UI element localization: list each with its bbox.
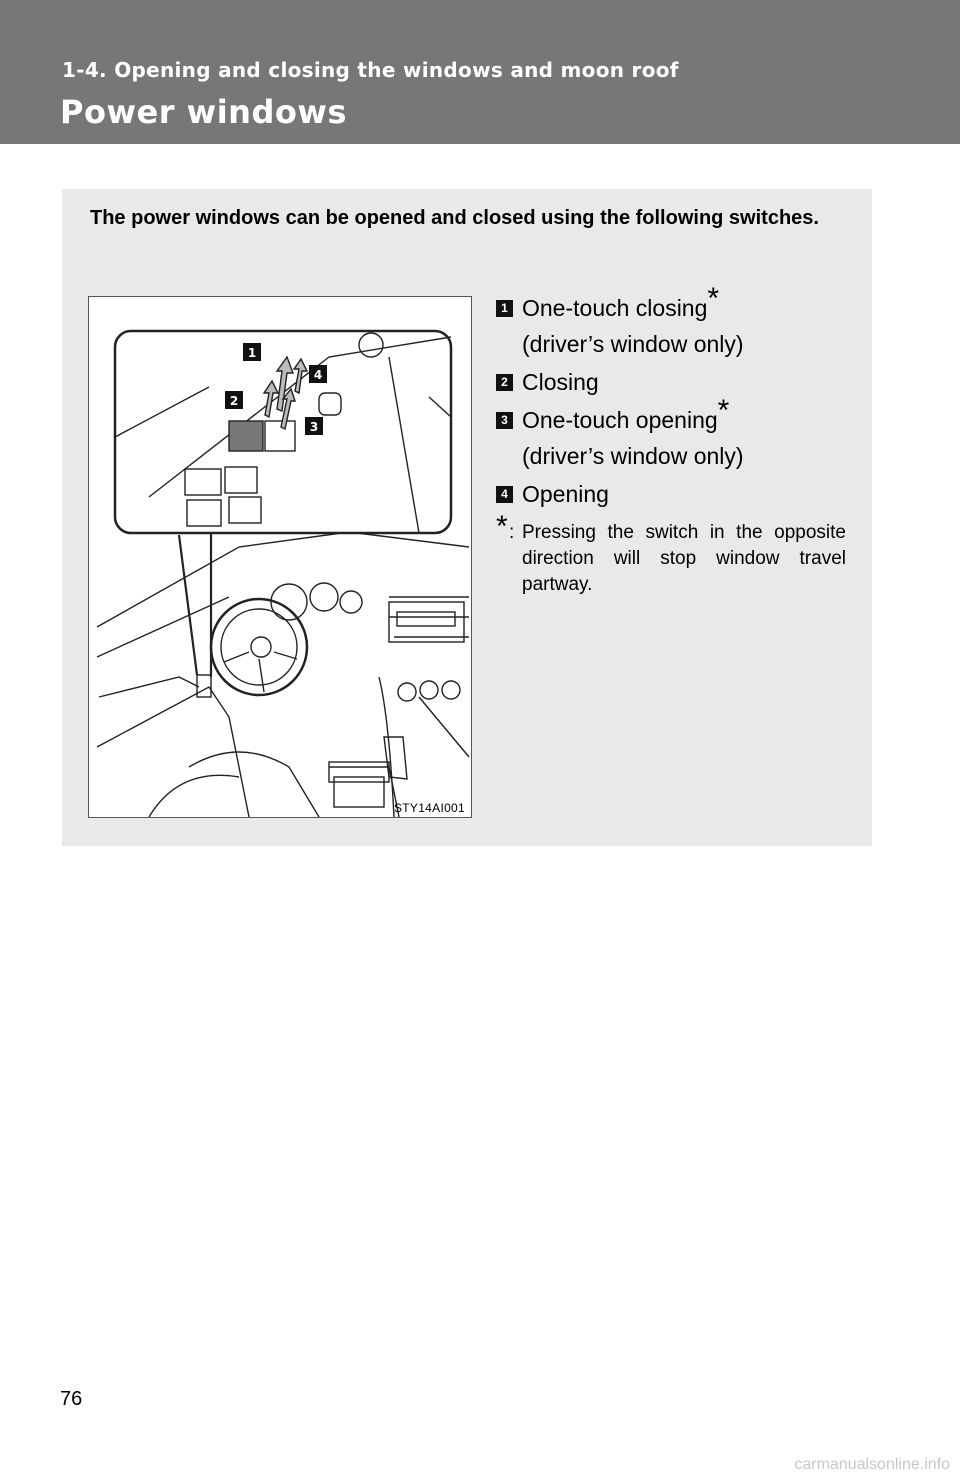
- legend: [496, 282, 846, 598]
- callout-4: 4: [313, 368, 323, 382]
- asterisk: *: [717, 394, 730, 427]
- number-badge: 1: [496, 300, 513, 317]
- footnote-asterisk: *: [496, 510, 508, 543]
- footnote: [496, 510, 846, 598]
- watermark: carmanualsonline.info: [794, 1456, 950, 1473]
- legend-label: One-touch opening: [522, 407, 718, 433]
- figure-code: STY14AI001: [393, 801, 465, 815]
- callout-1: 1: [247, 346, 257, 360]
- legend-note: (driver’s window only): [522, 443, 744, 469]
- callout-3: 3: [309, 420, 319, 434]
- number-badge: 2: [496, 374, 513, 391]
- legend-item: [496, 364, 846, 400]
- legend-item: [496, 476, 846, 512]
- legend-label: Closing: [522, 369, 599, 395]
- footnote-colon: :: [509, 522, 515, 543]
- chapter-header: [0, 0, 960, 144]
- window-switch-illustration: [88, 296, 472, 818]
- number-badge: 3: [496, 412, 513, 429]
- legend-note: (driver’s window only): [522, 331, 744, 357]
- asterisk: *: [707, 282, 720, 315]
- legend-label: One-touch closing: [522, 295, 708, 321]
- page-title: Power windows: [60, 93, 347, 131]
- number-badge: 4: [496, 486, 513, 503]
- page-number: 76: [60, 1388, 83, 1410]
- dashboard-drawing: [89, 297, 471, 817]
- intro-text: The power windows can be opened and closed using the following switches.: [90, 207, 819, 229]
- legend-item: [496, 394, 846, 474]
- section-title: 1-4. Opening and closing the windows and moon roof: [62, 58, 679, 82]
- legend-item: [496, 282, 846, 362]
- content-box: [62, 189, 872, 846]
- callout-2: 2: [229, 394, 239, 408]
- legend-label: Opening: [522, 481, 609, 507]
- footnote-text: Pressing the switch in the opposite direction will stop window travel partway.: [522, 522, 846, 595]
